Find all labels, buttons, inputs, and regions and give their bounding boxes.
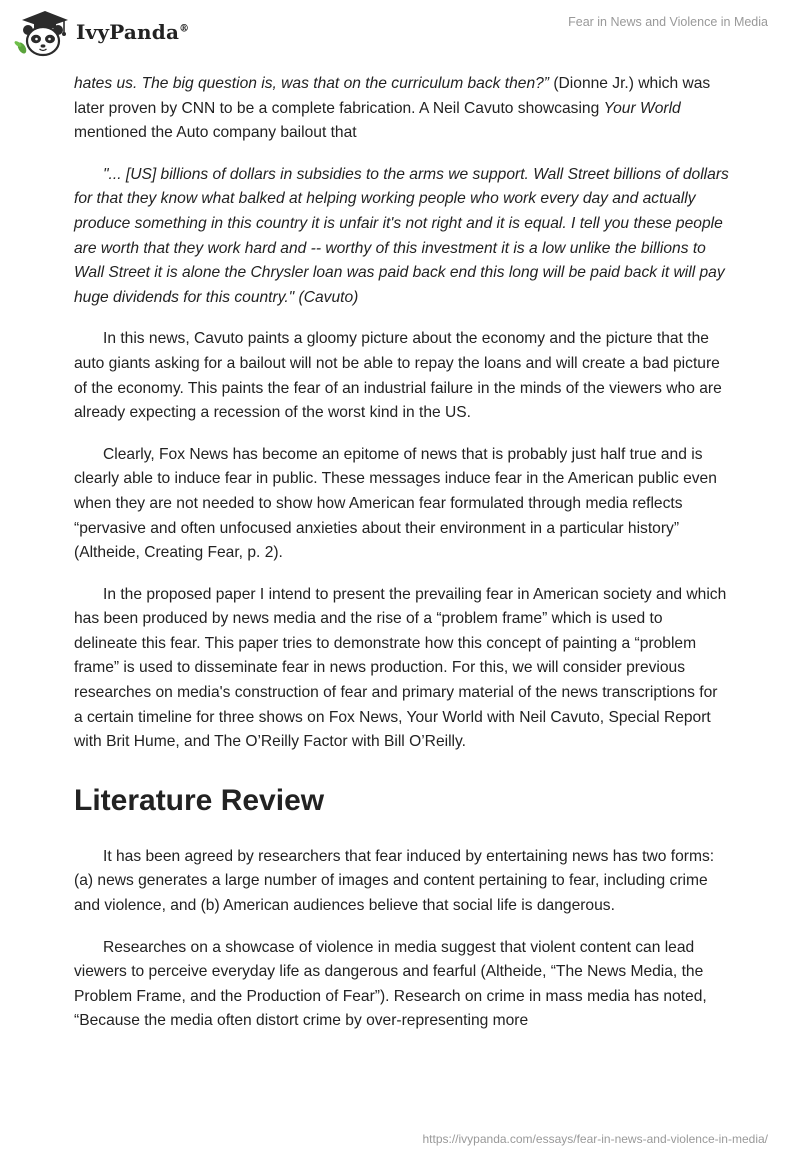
section-heading: Literature Review	[74, 783, 325, 817]
source-url[interactable]: https://ivypanda.com/essays/fear-in-news-and-violence-in-media/	[422, 1132, 768, 1146]
brand-name: IvyPanda®	[76, 20, 190, 44]
block-quote: "... [US] billions of dollars in subsidies to the arms we support. Wall Street billions of dollars for that they know what balked at helping working people who work every day and actually produce something in this country it is unfair it's not right and it is equal. I tell you these people are worth that they work hard and -- worthy of this investment it is a low unlike the billions to Wall Street it is alone the Chrysler loan was paid back end this long will be paid back it will pay huge dividends for this country." (Cavuto)	[74, 165, 729, 306]
paragraph: It has been agreed by researchers that fear induced by entertaining news has two forms: (a) news generates a large number of images and content pertaining to fear, including crime and violence, and (b) American audiences believe that social life is dangerous.	[74, 847, 715, 915]
document-title: Fear in News and Violence in Media	[568, 15, 768, 29]
panda-graduate-icon	[14, 6, 70, 58]
paragraph: In the proposed paper I intend to present the prevailing fear in American society and which has been produced by news media and the rise of a “problem frame” which is used to delineate this fear. This paper tries to demonstrate how this concept of painting a “problem frame” is used to disseminate fear in news production. For this, we will consider previous researches on media's construction of fear and primary material of the news transcriptions for a certain timeline for three shows on Fox News, Your World with Neil Cavuto, Special Report with Brit Hume, and The O’Reilly Factor with Bill O’Reilly.	[74, 585, 727, 751]
quote-fragment: hates us. The big question is, was that on the curriculum back then?”	[74, 75, 550, 92]
paragraph: Researches on a showcase of violence in media suggest that violent content can lead viewers to perceive everyday life as dangerous and fearful (Altheide, “The News Media, the Problem Frame, and the Production of Fear”). Research on crime in mass media has noted, “Because the media often distort crime by over-representing more	[74, 938, 707, 1030]
essay-body	[74, 72, 730, 1034]
ivypanda-logo[interactable]	[14, 6, 189, 58]
page-header	[0, 0, 800, 68]
show-title: Your World	[603, 99, 681, 117]
paragraph-continued: hates us. The big question is, was that on the curriculum back then?” (Dionne Jr.) which was later proven by CNN to be a complete fabrication. A Neil Cavuto showcasing Your World mentioned the Auto company bailout that	[74, 75, 711, 142]
paragraph: Clearly, Fox News has become an epitome of news that is probably just half true and is clearly able to induce fear in public. These messages induce fear in the American public even when they are not needed to show how American fear formulated through media reflects “pervasive and often unfocused anxieties about their environment in a particular history” (Altheide, Creating Fear, p. 2).	[74, 445, 717, 562]
paragraph: In this news, Cavuto paints a gloomy picture about the economy and the picture that the auto giants asking for a bailout will not be able to repay the loans and will create a bad picture of the economy. This paints the fear of an industrial failure in the minds of the viewers who are already expecting a recession of the worst kind in the US.	[74, 330, 722, 422]
